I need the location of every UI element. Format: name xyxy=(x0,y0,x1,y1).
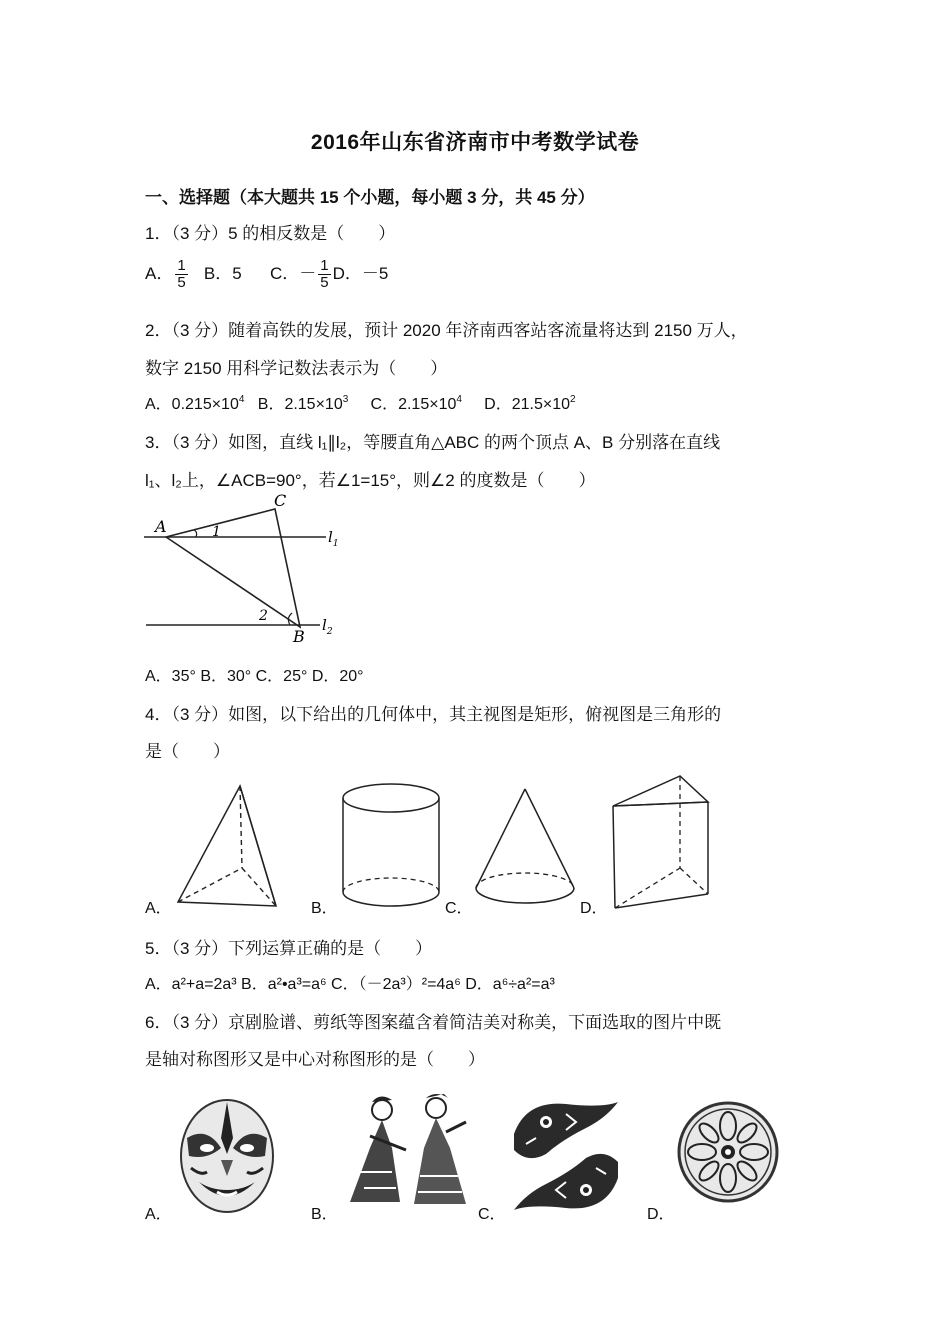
q2-opt-b: B．$2.15\times 10^3$ xyxy=(257,394,349,413)
label-a: A xyxy=(155,517,167,536)
q6-label-c: C． xyxy=(478,1206,506,1223)
q6-stem-line2: 是轴对称图形又是中心对称图形的是（ ） xyxy=(145,1050,485,1069)
label-l2: $l_2$ xyxy=(322,616,333,637)
q4-stem-line2: 是（ ） xyxy=(145,742,230,761)
q6-circular-pattern-image xyxy=(676,1100,780,1204)
q6-label-d: D． xyxy=(647,1206,675,1223)
q2-opt-c: C．$2.15\times 10^4$ xyxy=(370,394,462,413)
q6-stem-line1: 6．（3 分）京剧脸谱、剪纸等图案蕴含着简洁美对称美，下面选取的图片中既 xyxy=(145,1013,722,1032)
q1-opt-a-label: A． xyxy=(145,263,174,283)
q1-opt-a-fraction: $\frac{1}{5}$ xyxy=(177,257,186,291)
q2-opt-a: A．$0.215\times 10^4$ xyxy=(145,394,245,413)
label-b: B xyxy=(293,627,305,644)
q4-label-b: B． xyxy=(311,900,338,917)
q1-opt-c-fraction: $\frac{1}{5}$ xyxy=(320,257,329,291)
q1-opt-b: B．5 xyxy=(203,263,242,283)
label-angle-1: 1 xyxy=(212,524,221,540)
label-angle-2: 2 xyxy=(259,608,268,624)
q6-label-b: B． xyxy=(311,1206,338,1223)
q4-prism-figure xyxy=(608,772,712,912)
q6-paper-cut-figures-image xyxy=(340,1092,476,1218)
q1-opt-d: D．－5 xyxy=(332,263,389,283)
q4-label-c: C． xyxy=(445,900,473,917)
q6-fish-paper-cut-image xyxy=(506,1094,626,1218)
q1-stem: 1．（3 分）5 的相反数是（ ） xyxy=(145,224,396,243)
q2-opt-d: D．$21.5\times 10^2$ xyxy=(484,394,576,413)
q1-opt-c-label: C．－ xyxy=(270,263,317,283)
q4-stem-line1: 4．（3 分）如图，以下给出的几何体中，其主视图是矩形，俯视图是三角形的 xyxy=(145,705,722,724)
label-c: C xyxy=(274,492,287,510)
q2-options xyxy=(145,391,576,414)
q3-figure xyxy=(140,492,350,644)
q5-options: A．a²+a=2a³ B．a²•a³=a⁶ C．（－2a³）²=4a⁶ D．a⁶÷a²=a³ xyxy=(145,976,555,993)
angle-2-arc xyxy=(288,613,292,625)
page-title: 2016年山东省济南市中考数学试卷 xyxy=(310,131,640,154)
q3-options: A．35° B．30° C．25° D．20° xyxy=(145,668,364,685)
q4-cone-figure xyxy=(470,784,580,914)
q4-tetrahedron-figure xyxy=(170,780,290,910)
angle-1-arc xyxy=(194,530,197,537)
q5-stem: 5．（3 分）下列运算正确的是（ ） xyxy=(145,939,433,958)
label-l1: $l_1$ xyxy=(328,528,339,549)
q6-opera-mask-image xyxy=(177,1098,277,1216)
section-heading: 一、选择题（本大题共 15 个小题，每小题 3 分，共 45 分） xyxy=(145,188,595,207)
q3-stem-line2: l₁、l₂上，∠ACB=90°，若∠1=15°，则∠2 的度数是（ ） xyxy=(145,471,596,490)
q4-label-d: D． xyxy=(580,900,608,917)
q6-label-a: A． xyxy=(145,1206,172,1223)
q3-stem-line1: 3．（3 分）如图，直线 l₁∥l₂，等腰直角△ABC 的两个顶点 A、B 分别落在直线 xyxy=(145,433,721,452)
triangle-abc xyxy=(166,509,300,627)
q4-cylinder-figure xyxy=(338,780,444,914)
q4-label-a: A． xyxy=(145,900,172,917)
q1-options xyxy=(145,258,388,291)
q2-stem-line2: 数字 2150 用科学记数法表示为（ ） xyxy=(145,359,448,378)
q2-stem-line1: 2．（3 分）随着高铁的发展，预计 2020 年济南西客站客流量将达到 2150 万人， xyxy=(145,321,748,340)
